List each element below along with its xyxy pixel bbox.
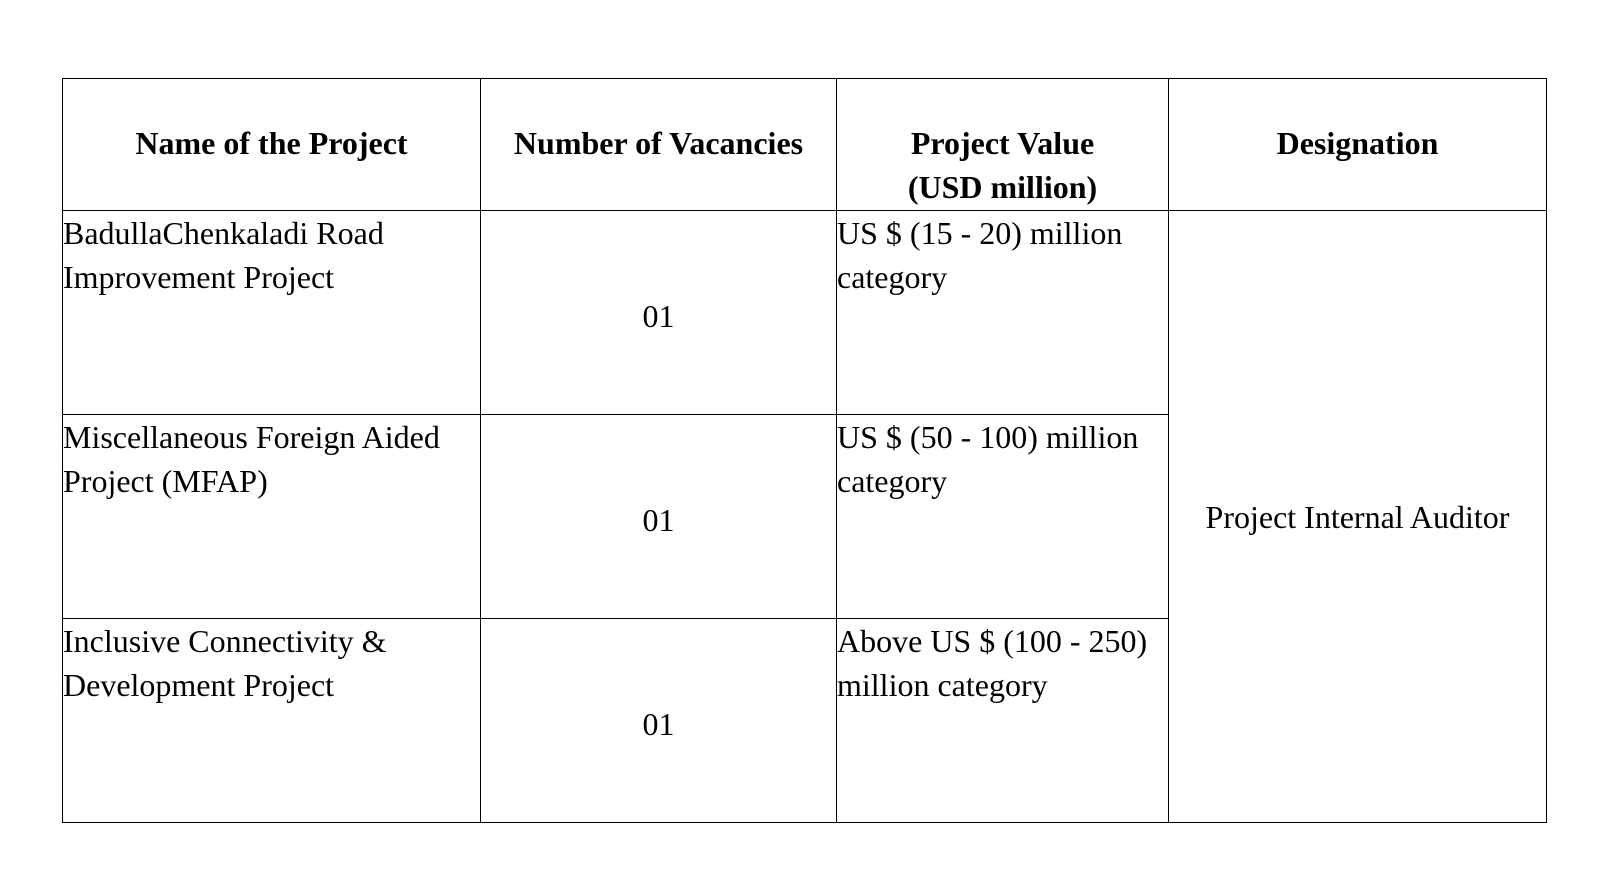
project-name-cell: Miscellaneous Foreign Aided Project (MFAP) (63, 415, 481, 619)
project-value-cell: US $ (15 - 20) million category (837, 211, 1169, 415)
header-vacancies (481, 79, 837, 211)
vacancies-value: 01 (642, 705, 675, 742)
table-header-row (63, 79, 1547, 211)
header-designation-text: Designation (1276, 125, 1439, 161)
vacancies-value: 01 (642, 297, 675, 334)
designation-cell: Project Internal Auditor (1169, 211, 1547, 823)
header-vacancies-text: Number of Vacancies (513, 125, 804, 161)
project-name-cell: BadullaChenkaladi Road Improvement Project (63, 211, 481, 415)
header-project-value (837, 79, 1169, 211)
vacancies-cell (481, 211, 837, 415)
header-project-name-text: Name of the Project (135, 125, 408, 161)
vacancies-cell (481, 619, 837, 823)
table-row (63, 211, 1547, 415)
header-project-value-line2: (USD million) (907, 169, 1098, 205)
vacancies-value: 01 (642, 501, 675, 538)
project-name-cell: Inclusive Connectivity & Development Project (63, 619, 481, 823)
vacancies-table (62, 78, 1547, 823)
header-project-name (63, 79, 481, 211)
header-project-value-line1: Project Value (910, 125, 1095, 161)
header-designation (1169, 79, 1547, 211)
project-value-cell: Above US $ (100 - 250) million category (837, 619, 1169, 823)
project-value-cell: US $ (50 - 100) million category (837, 415, 1169, 619)
vacancies-cell (481, 415, 837, 619)
